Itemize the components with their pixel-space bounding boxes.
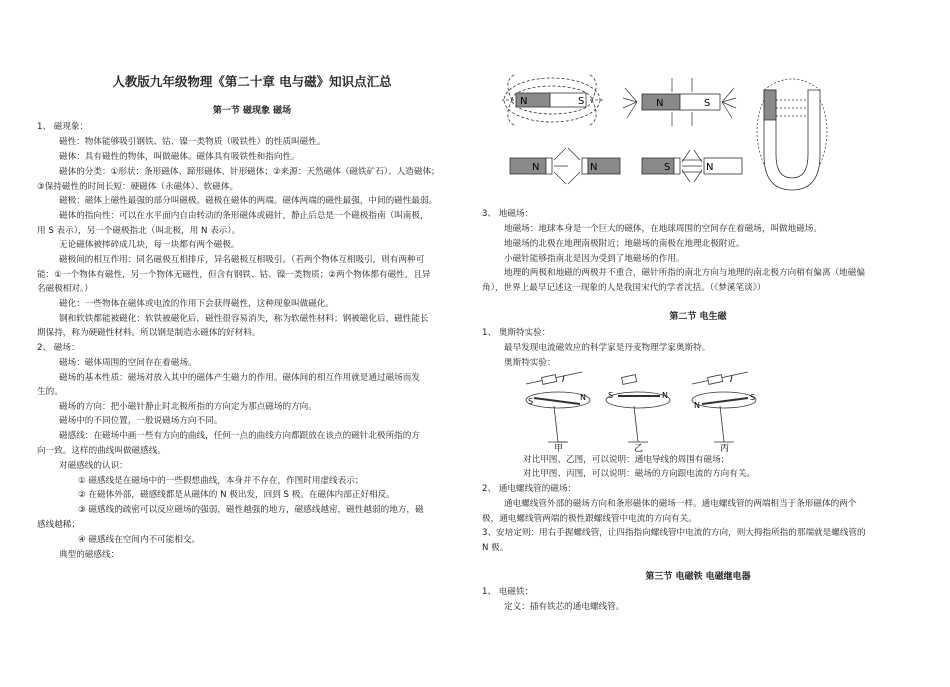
text-line: 典型的磁感线： — [59, 550, 120, 560]
text-line: 无论磁体被摔碎成几块，每一块都有两个磁极。 — [59, 240, 240, 250]
needle-label-s: S — [608, 391, 614, 400]
text-line: 磁感线：在磁场中画一些有方向的曲线，任何一点的曲线方向都跟放在该点的磁针北极所指的方 — [59, 431, 420, 441]
text-line: 地磁场的北极在地理南极附近；地磁场的南极在地理北极附近。 — [504, 239, 745, 249]
section-1-heading: 第一节 磁现象 磁场 — [212, 106, 292, 116]
pole-label-n: N — [520, 96, 528, 107]
text-line: 钢和软铁都能被磁化：软铁被磁化后，磁性很容易消失，称为软磁性材料；钢被磁化后，磁性能长 — [59, 314, 429, 324]
attracting-magnets-diagram — [642, 150, 742, 182]
text-line: 奥斯特实验： — [504, 358, 556, 368]
text-line: ④ 磁感线在空间内不可能相交。 — [78, 535, 201, 545]
heading-3: 3、安培定则：用右手握螺线管，让四指指向螺线管中电流的方向，则大拇指所指的那端就是螺线管的 — [482, 528, 866, 538]
text-line: N 极。 — [482, 543, 509, 553]
text-line: 通电螺线管外部的磁场方向和条形磁体的磁场一样。通电螺线管的两端相当于条形磁体的两个 — [504, 499, 857, 509]
text-line: ③保持磁性的时间长短：硬磁体（永磁体）、软磁体。 — [37, 182, 239, 192]
text-line: 生的。 — [37, 387, 63, 397]
text-line: 磁化：一些物体在磁体或电流的作用下会获得磁性，这种现象叫做磁化。 — [59, 299, 335, 309]
figure-caption-jia: 甲 — [554, 444, 564, 452]
heading-1: 1、 电磁铁： — [482, 587, 534, 597]
page-title: 人教版九年级物理《第二十章 电与磁》知识点汇总 — [112, 74, 392, 89]
needle-label-n: N — [580, 393, 586, 402]
heading-3: 3、 地磁场： — [482, 209, 534, 219]
pole-label-s: S — [664, 162, 671, 173]
text-line: 定义：插有铁芯的通电螺线管。 — [504, 602, 625, 612]
text-line: 期保持，称为硬磁性材料。所以钢是制造永磁体的好材料。 — [37, 328, 261, 338]
text-line: 磁体：具有磁性的物体，叫做磁体。磁体具有吸铁性和指向性。 — [59, 152, 300, 162]
pole-label-s: S — [578, 96, 585, 107]
text-line: 向一致。这样的曲线叫做磁感线。 — [37, 446, 166, 456]
text-line: 磁场中的不同位置，一般说磁场方向不同。 — [59, 416, 223, 426]
section-3-heading: 第三节 电磁铁 电磁继电器 — [645, 572, 751, 582]
text-line: 对比甲图、丙图，可以说明：磁场的方向跟电流的方向有关。 — [523, 469, 756, 479]
text-line: 磁性：物体能够吸引钢铁、钴、镍一类物质（吸铁性）的性质叫磁性。 — [59, 137, 326, 147]
text-line: ② 在磁体外部，磁感线都是从磁体的 N 极出发，回到 S 极。在磁体内部正好相反。 — [78, 490, 395, 500]
text-line: 角），世界上最早记述这一现象的人是我国宋代的学者沈括。（《梦溪笔谈》） — [482, 283, 766, 293]
oersted-experiment-figure — [522, 370, 782, 452]
heading-2: 2、 通电螺线管的磁场： — [482, 484, 577, 494]
current-label: I — [562, 375, 565, 385]
figure-caption-bing: 丙 — [720, 444, 730, 452]
text-line: ① 磁感线是在磁场中的一些假想曲线，本身并不存在，作图时用虚线表示； — [78, 476, 364, 486]
text-line: 地理的两极和地磁的两极并不重合，磁针所指的南北方向与地理的南北极方向稍有偏离（地磁偏 — [504, 268, 865, 278]
horseshoe-magnet-diagram — [757, 79, 827, 190]
heading-1: 1、 奥斯特实验： — [482, 328, 551, 338]
text-line: 地磁场：地球本身是一个巨大的磁体，在地球周围的空间存在着磁场，叫做地磁场。 — [504, 224, 822, 234]
pole-label-n: N — [590, 162, 598, 173]
repelling-magnets-diagram — [510, 148, 620, 184]
text-line: 磁场：磁体周围的空间存在着磁场。 — [59, 358, 197, 368]
heading-1: 1、 磁现象： — [37, 122, 89, 132]
magnet-south-half — [680, 94, 720, 110]
text-line: ③ 磁感线的疏密可以反应磁场的强弱，磁性越强的地方，磁感线越密，磁性越弱的地方，磁 — [78, 505, 424, 515]
text-line: 小磁针能够指南北是因为受到了地磁场的作用。 — [504, 254, 685, 264]
pole-label-n: N — [532, 162, 540, 173]
needle-label-s: S — [750, 393, 756, 402]
text-line: 磁极间的相互作用：同名磁极互相排斥，异名磁极互相吸引。（若两个物体互相吸引，则有两种可 — [59, 255, 425, 265]
magnetic-field-figure — [502, 70, 862, 205]
text-line: 名磁极相对。） — [37, 284, 93, 294]
needle-label-n: N — [694, 401, 700, 410]
text-line: 磁体的分类：①形状：条形磁体、蹄形磁体、针形磁体；②来源：天然磁体（磁铁矿石）、人造磁体； — [59, 167, 440, 177]
text-line: 能：①一个物体有磁性，另一个物体无磁性，但含有钢铁、钴、镍一类物质；②两个物体都有磁性，且异 — [37, 270, 431, 280]
text-line: 最早发现电流磁效应的科学家是丹麦物理学家奥斯特。 — [504, 343, 711, 353]
heading-2: 2、 磁场： — [37, 343, 80, 353]
text-line: 对磁感线的认识： — [59, 461, 128, 471]
current-label: I — [730, 375, 733, 385]
text-line: 感线越稀； — [37, 520, 80, 530]
pole-label-n: N — [656, 98, 664, 109]
text-line: 对比甲图、乙图，可以说明：通电导线的周围有磁场； — [523, 455, 730, 465]
text-line: 磁体的指向性：可以在水平面内自由转动的条形磁体或磁针，静止后总是一个磁极指南（叫南极， — [59, 211, 429, 221]
section-2-heading: 第二节 电生磁 — [669, 312, 727, 322]
text-line: 磁场的方向：把小磁针静止时北极所指的方向定为那点磁场的方向。 — [59, 402, 317, 412]
text-line: 用 S 表示），另一个磁极指北（叫北极，用 N 表示）。 — [37, 226, 241, 236]
text-line: 极，通电螺线管两端的极性跟螺线管中电流的方向有关。 — [482, 514, 697, 524]
text-line: 磁场的基本性质：磁场对放入其中的磁体产生磁力的作用。磁体间的相互作用就是通过磁场而发 — [59, 373, 420, 383]
needle-label-s: S — [528, 397, 534, 406]
figure-caption-yi: 乙 — [634, 444, 644, 452]
needle-label-n: N — [662, 391, 668, 400]
text-line: 磁极：磁体上磁性最强的部分叫磁极。磁极在磁体的两端。磁体两端的磁性最强，中间的磁性最弱。 — [59, 196, 438, 206]
pole-label-s: S — [704, 98, 711, 109]
pole-label-n: N — [706, 162, 714, 173]
